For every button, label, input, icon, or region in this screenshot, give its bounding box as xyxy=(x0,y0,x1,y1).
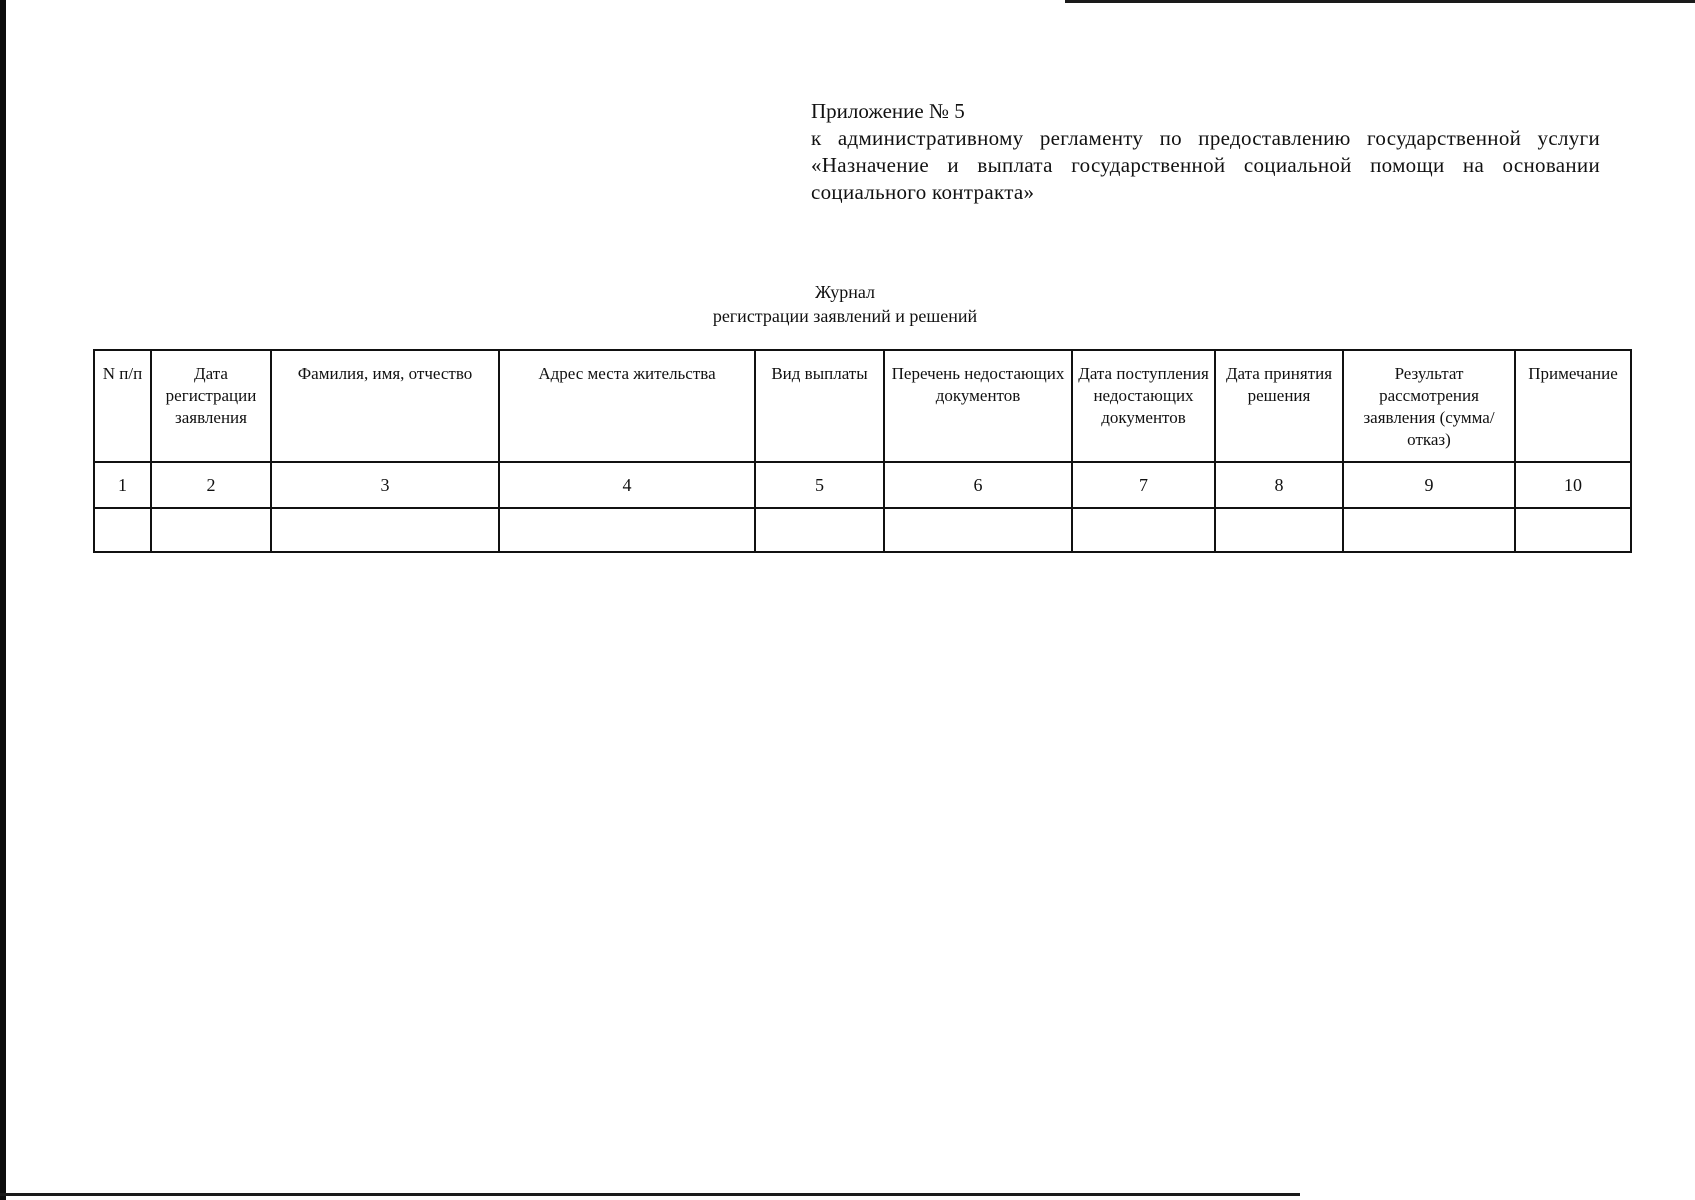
empty-entry-row xyxy=(94,508,1631,552)
column-number-cell: 1 xyxy=(94,462,151,508)
journal-heading xyxy=(580,280,1110,328)
empty-cell xyxy=(499,508,755,552)
journal-title: Журнал xyxy=(814,282,875,302)
column-number-cell: 2 xyxy=(151,462,271,508)
column-number-cell: 6 xyxy=(884,462,1072,508)
column-number-cell: 5 xyxy=(755,462,884,508)
empty-cell xyxy=(94,508,151,552)
column-number-cell: 4 xyxy=(499,462,755,508)
header-row xyxy=(94,350,1631,462)
header-cell: Дата принятия решения xyxy=(1215,350,1343,462)
empty-cell xyxy=(884,508,1072,552)
journal-table xyxy=(93,349,1632,553)
empty-cell xyxy=(1215,508,1343,552)
empty-cell xyxy=(1072,508,1215,552)
column-number-cell: 9 xyxy=(1343,462,1515,508)
journal-subtitle: регистрации заявлений и решений xyxy=(712,306,978,326)
scan-edge-top xyxy=(1065,0,1695,3)
column-number-cell: 10 xyxy=(1515,462,1631,508)
header-cell: Вид выплаты xyxy=(755,350,884,462)
header-cell: Результат рассмотрения заявления (сумма/отказ) xyxy=(1343,350,1515,462)
empty-cell xyxy=(1515,508,1631,552)
appendix-block xyxy=(811,98,1600,206)
empty-cell xyxy=(151,508,271,552)
header-cell: Перечень недостающих документов xyxy=(884,350,1072,462)
empty-cell xyxy=(755,508,884,552)
column-number-cell: 8 xyxy=(1215,462,1343,508)
empty-cell xyxy=(271,508,499,552)
appendix-text: к административному регламенту по предоставлению государственной услуги «Назначение и выплата государственной социальной помощи на основании социального контракта» xyxy=(811,126,1600,204)
header-cell: Адрес места жительства xyxy=(499,350,755,462)
header-cell: Фамилия, имя, отчество xyxy=(271,350,499,462)
header-cell: Примечание xyxy=(1515,350,1631,462)
column-number-cell: 3 xyxy=(271,462,499,508)
column-number-row xyxy=(94,462,1631,508)
header-cell: Дата поступления недостающих документов xyxy=(1072,350,1215,462)
header-cell: N п/п xyxy=(94,350,151,462)
scan-edge-bottom xyxy=(0,1193,1300,1196)
empty-cell xyxy=(1343,508,1515,552)
scan-edge-left xyxy=(0,0,6,1200)
appendix-title: Приложение № 5 xyxy=(811,99,965,123)
column-number-cell: 7 xyxy=(1072,462,1215,508)
header-cell: Дата регистрации заявления xyxy=(151,350,271,462)
